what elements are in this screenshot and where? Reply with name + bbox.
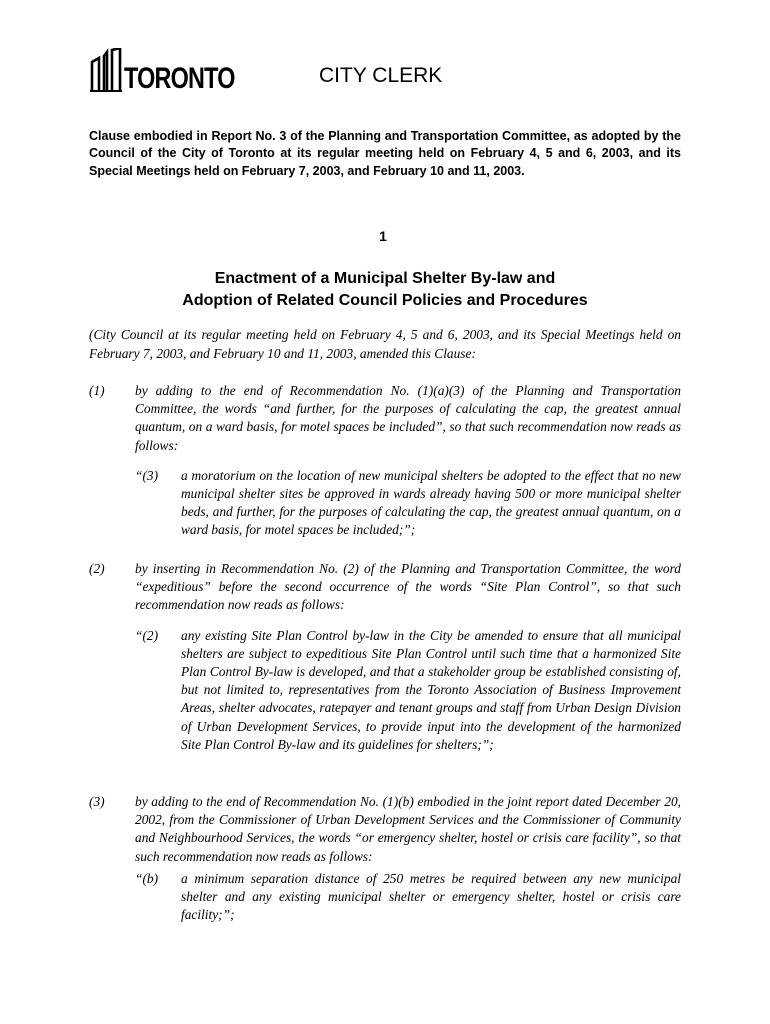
amended-recommendation [135,870,681,925]
document-title [100,268,670,312]
recommendation-number: “(2) [135,627,159,643]
city-hall-icon [90,48,122,92]
recommendation-text: a moratorium on the location of new municipal shelters be adopted to the effect that no new municipal shelter sites be approved in wards already having 500 or more municipal shelter beds, and further, for the purposes of calculating the cap, the greatest annual quantum, on a ward basis, for motel spaces be included;”; [181,467,681,538]
office-name: CITY CLERK [319,64,443,87]
amendment-3 [89,793,681,924]
amendment-text: by adding to the end of Recommendation No. (1)(b) embodied in the joint report dated December 20, 2002, from the Commissioner of Urban Development Services and the Commissioner of Community and Neighbourhood Services, the words “or emergency shelter, hostel or crisis care facility”, so that such recommendation now reads as follows: [135,794,681,864]
amendment-number: (2) [89,561,105,576]
title-line-1: Enactment of a Municipal Shelter By-law and [214,270,556,287]
title-line-2: Adoption of Related Council Policies and Procedures [182,292,588,309]
amendment-1 [89,382,681,540]
amendment-2 [89,560,681,754]
amendment-text: by adding to the end of Recommendation No. (1)(a)(3) of the Planning and Transportation Committee, the words “and further, for the purposes of calculating the cap, the greatest annual quantum, on a ward basis, for motel spaces be included”, so that such recommendation now reads as follows: [135,383,681,453]
amendment-text: by inserting in Recommendation No. (2) of the Planning and Transportation Committee, the word “expeditious” before the second occurrence of the words “Site Plan Control”, so that such recommendation now reads as follows: [135,561,681,613]
amended-recommendation [135,627,681,754]
amendment-number: (1) [89,383,105,398]
clause-heading: Clause embodied in Report No. 3 of the Planning and Transportation Committee, as adopted by the Council of the City of Toronto at its regular meeting held on February 4, 5 and 6, 2003, and its Special Meetings held on February 7, 2003, and February 10 and 11, 2003. [89,129,681,178]
amendment-number: (3) [89,794,105,809]
recommendation-text: any existing Site Plan Control by-law in the City be amended to ensure that all municipal shelters are subject to expeditious Site Plan Control until such time that a harmonized Site Plan Control By-law is developed, and that a stakeholder group be established consisting of, but not limited to, representatives from the Toronto Association of Business Improvement Areas, shelter advocates, ratepayer and tenant groups and staff from Urban Design Division of Urban Development Services, to provide input into the development of the harmonized Site Plan Control By-law and its guidelines for shelters;”; [181,627,681,752]
recommendation-number: “(b) [135,870,159,886]
council-amendment-intro: (City Council at its regular meeting held on February 4, 5 and 6, 2003, and its Special Meetings held on February 7, 2003, and February 10 and 11, 2003, amended this Clause: [89,327,681,361]
amended-recommendation [135,467,681,540]
item-number: 1 [379,228,387,244]
recommendation-text: a minimum separation distance of 250 metres be required between any new municipal shelter and any existing municipal shelter or emergency shelter, hostel or crisis care facility;”; [181,870,681,923]
logo-wordmark: TORONTO [124,62,235,95]
toronto-logo [90,48,266,95]
recommendation-number: “(3) [135,467,159,483]
